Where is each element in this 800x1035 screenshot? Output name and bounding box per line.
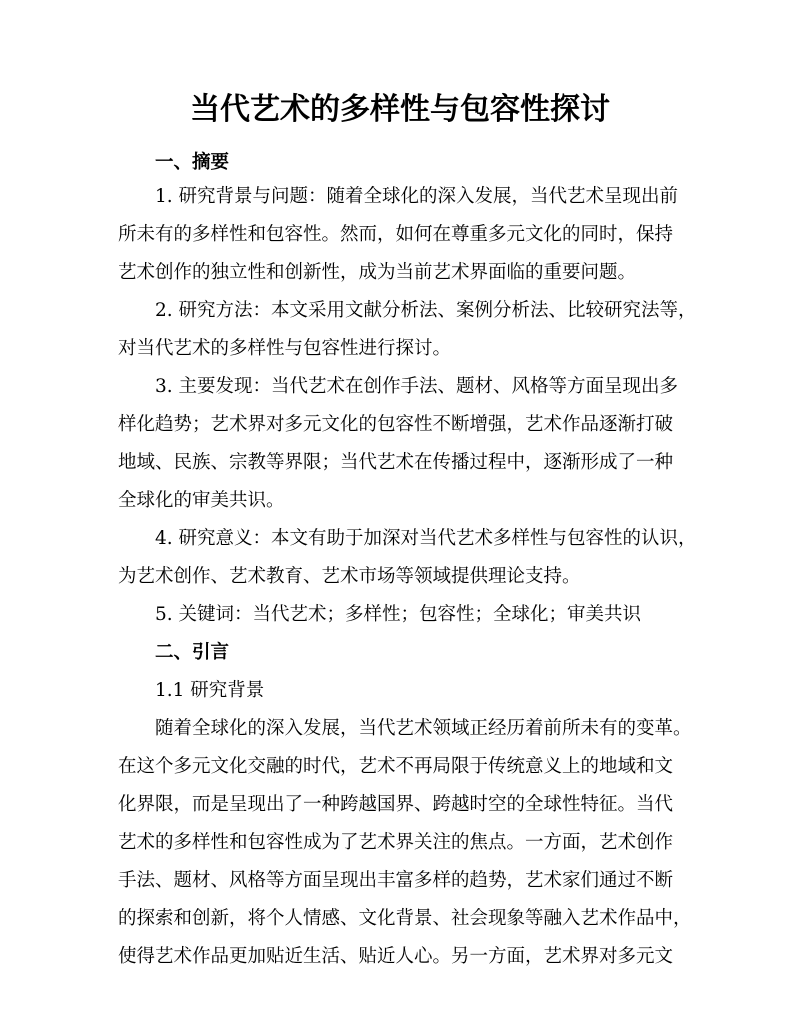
abstract-line-1: 1. 研究背景与问题：随着全球化的深入发展，当代艺术呈现出前: [155, 186, 679, 207]
body-line-7: 使得艺术作品更加贴近生活、贴近人心。另一方面，艺术界对多元文: [118, 946, 674, 967]
body-line-4: 艺术的多样性和包容性成为了艺术界关注的焦点。一方面，艺术创作: [118, 832, 674, 853]
abstract-line-8: 地域、民族、宗教等界限；当代艺术在传播过程中，逐渐形成了一种: [118, 452, 674, 473]
abstract-line-6: 3. 主要发现：当代艺术在创作手法、题材、风格等方面呈现出多: [155, 376, 679, 397]
abstract-line-2: 所未有的多样性和包容性。然而，如何在尊重多元文化的同时，保持: [118, 224, 674, 245]
subsection-heading-1-1: 1.1 研究背景: [155, 680, 265, 701]
abstract-line-4: 2. 研究方法：本文采用文献分析法、案例分析法、比较研究法等，: [155, 300, 697, 321]
abstract-line-3: 艺术创作的独立性和创新性，成为当前艺术界面临的重要问题。: [118, 262, 637, 283]
body-line-6: 的探索和创新，将个人情感、文化背景、社会现象等融入艺术作品中，: [118, 908, 692, 929]
abstract-line-11: 为艺术创作、艺术教育、艺术市场等领域提供理论支持。: [118, 566, 581, 587]
keywords-line: 5. 关键词：当代艺术；多样性；包容性；全球化；审美共识: [155, 604, 642, 625]
abstract-heading: 一、摘要: [155, 152, 230, 173]
abstract-line-9: 全球化的审美共识。: [118, 490, 285, 511]
body-line-2: 在这个多元文化交融的时代，艺术不再局限于传统意义上的地域和文: [118, 756, 674, 777]
document-title: 当代艺术的多样性与包容性探讨: [190, 92, 610, 127]
abstract-line-10: 4. 研究意义：本文有助于加深对当代艺术多样性与包容性的认识，: [155, 528, 697, 549]
body-line-5: 手法、题材、风格等方面呈现出丰富多样的趋势，艺术家们通过不断: [118, 870, 674, 891]
body-line-1: 随着全球化的深入发展，当代艺术领域正经历着前所未有的变革。: [155, 718, 692, 739]
abstract-line-7: 样化趋势；艺术界对多元文化的包容性不断增强，艺术作品逐渐打破: [118, 414, 674, 435]
introduction-heading: 二、引言: [155, 642, 230, 663]
abstract-line-5: 对当代艺术的多样性与包容性进行探讨。: [118, 338, 452, 359]
body-line-3: 化界限，而是呈现出了一种跨越国界、跨越时空的全球性特征。当代: [118, 794, 674, 815]
